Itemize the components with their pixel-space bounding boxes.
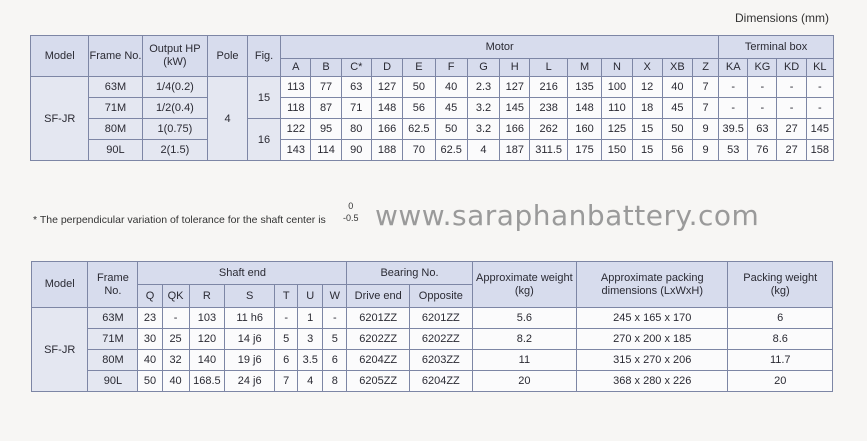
motor-value-cell: 125 — [602, 119, 632, 140]
motor-value-cell: 40 — [435, 77, 467, 98]
shaft-value-cell: 3 — [298, 329, 323, 350]
output-cell: 1/4(0.2) — [142, 77, 208, 98]
packing-dims-cell: 315 x 270 x 206 — [577, 350, 728, 371]
motor-value-cell: 71 — [341, 98, 371, 119]
shaft-col-header: R — [189, 285, 225, 308]
shaft-col-header: QK — [162, 285, 189, 308]
motor-value-cell: 15 — [632, 119, 662, 140]
t2-frame-cell: 90L — [88, 371, 138, 392]
bearing-value-cell: 6202ZZ — [410, 329, 473, 350]
weight-header: Approximate weight (kg) — [472, 262, 576, 308]
shaft-value-cell: 6 — [275, 350, 298, 371]
motor-value-cell: 127 — [371, 77, 402, 98]
terminal-value-cell: 53 — [719, 140, 748, 161]
shaft-value-cell: 14 j6 — [225, 329, 275, 350]
motor-value-cell: 62.5 — [403, 119, 435, 140]
motor-value-cell: 3.2 — [467, 119, 499, 140]
motor-dimensions-table — [30, 35, 834, 161]
t2-model-header: Model — [32, 262, 88, 308]
motor-value-cell: 160 — [567, 119, 601, 140]
terminal-value-cell: 39.5 — [719, 119, 748, 140]
motor-col-header: XB — [662, 59, 692, 77]
shaft-end-header: Shaft end — [138, 262, 347, 285]
packing-weight-cell: 6 — [728, 308, 833, 329]
output-cell: 1(0.75) — [142, 119, 208, 140]
terminal-value-cell: 145 — [806, 119, 833, 140]
motor-value-cell: 50 — [662, 119, 692, 140]
packing-dims-header: Approximate packing dimensions (LxWxH) — [577, 262, 728, 308]
shaft-value-cell: 5 — [275, 329, 298, 350]
shaft-value-cell: 8 — [323, 371, 347, 392]
table-row — [32, 350, 833, 371]
motor-col-header: N — [602, 59, 632, 77]
weight-cell: 5.6 — [472, 308, 576, 329]
motor-value-cell: 45 — [662, 98, 692, 119]
tolerance-lower: -0.5 — [343, 213, 359, 223]
motor-value-cell: 2.3 — [467, 77, 499, 98]
motor-col-header: G — [467, 59, 499, 77]
terminal-value-cell: 63 — [748, 119, 777, 140]
shaft-col-header: W — [323, 285, 347, 308]
t2-frame-header: Frame No. — [88, 262, 138, 308]
motor-value-cell: 45 — [435, 98, 467, 119]
motor-value-cell: 9 — [693, 119, 719, 140]
terminal-box-header: Terminal box — [719, 36, 834, 59]
motor-value-cell: 56 — [662, 140, 692, 161]
motor-value-cell: 113 — [281, 77, 311, 98]
weight-cell: 20 — [472, 371, 576, 392]
shaft-value-cell: - — [162, 308, 189, 329]
bearing-value-cell: 6204ZZ — [347, 350, 410, 371]
shaft-value-cell: 50 — [138, 371, 162, 392]
packing-dims-cell: 270 x 200 x 185 — [577, 329, 728, 350]
watermark: www.saraphanbattery.com — [375, 199, 760, 232]
terminal-value-cell: - — [748, 98, 777, 119]
motor-value-cell: 127 — [500, 77, 530, 98]
shaft-value-cell: 40 — [162, 371, 189, 392]
motor-value-cell: 40 — [662, 77, 692, 98]
shaft-value-cell: 19 j6 — [225, 350, 275, 371]
tolerance-note: * The perpendicular variation of tolerance for the shaft center is — [33, 214, 326, 226]
weight-cell: 8.2 — [472, 329, 576, 350]
table-row — [32, 371, 833, 392]
motor-value-cell: 148 — [371, 98, 402, 119]
weight-cell: 11 — [472, 350, 576, 371]
motor-value-cell: 50 — [403, 77, 435, 98]
motor-value-cell: 77 — [311, 77, 341, 98]
table-row — [32, 308, 833, 329]
packing-weight-cell: 8.6 — [728, 329, 833, 350]
bearing-value-cell: 6205ZZ — [347, 371, 410, 392]
terminal-col-header: KL — [806, 59, 833, 77]
shaft-value-cell: 4 — [298, 371, 323, 392]
terminal-col-header: KG — [748, 59, 777, 77]
shaft-value-cell: 25 — [162, 329, 189, 350]
frame-header: Frame No. — [89, 36, 142, 77]
bearing-col-header: Drive end — [347, 285, 410, 308]
packing-weight-header: Packing weight (kg) — [728, 262, 833, 308]
terminal-col-header: KD — [777, 59, 806, 77]
fig-cell: 15 — [247, 77, 280, 119]
motor-col-header: F — [435, 59, 467, 77]
shaft-value-cell: 40 — [138, 350, 162, 371]
shaft-value-cell: 6 — [323, 350, 347, 371]
motor-value-cell: 216 — [530, 77, 568, 98]
shaft-col-header: T — [275, 285, 298, 308]
motor-col-header: C* — [341, 59, 371, 77]
terminal-value-cell: 27 — [777, 140, 806, 161]
shaft-value-cell: 32 — [162, 350, 189, 371]
shaft-value-cell: 23 — [138, 308, 162, 329]
motor-value-cell: 50 — [435, 119, 467, 140]
table-row — [31, 140, 834, 161]
packing-dims-cell: 245 x 165 x 170 — [577, 308, 728, 329]
terminal-value-cell: - — [777, 77, 806, 98]
frame-cell: 90L — [89, 140, 142, 161]
dimensions-label: Dimensions (mm) — [734, 11, 829, 25]
t2-frame-cell: 63M — [88, 308, 138, 329]
model-cell: SF-JR — [31, 77, 89, 161]
terminal-value-cell: 76 — [748, 140, 777, 161]
t2-frame-cell: 80M — [88, 350, 138, 371]
output-header: Output HP (kW) — [142, 36, 208, 77]
terminal-value-cell: 158 — [806, 140, 833, 161]
motor-col-header: H — [500, 59, 530, 77]
shaft-col-header: S — [225, 285, 275, 308]
pole-header: Pole — [208, 36, 248, 77]
bearing-value-cell: 6201ZZ — [347, 308, 410, 329]
packing-weight-cell: 11.7 — [728, 350, 833, 371]
motor-col-header: Z — [693, 59, 719, 77]
motor-value-cell: 118 — [281, 98, 311, 119]
bearing-value-cell: 6201ZZ — [410, 308, 473, 329]
motor-col-header: B — [311, 59, 341, 77]
frame-cell: 63M — [89, 77, 142, 98]
frame-cell: 71M — [89, 98, 142, 119]
terminal-value-cell: - — [777, 98, 806, 119]
motor-value-cell: 62.5 — [435, 140, 467, 161]
tolerance-value — [343, 200, 359, 224]
motor-value-cell: 238 — [530, 98, 568, 119]
shaft-value-cell: 140 — [189, 350, 225, 371]
table-row — [32, 329, 833, 350]
motor-value-cell: 70 — [403, 140, 435, 161]
table-row — [31, 77, 834, 98]
motor-col-header: E — [403, 59, 435, 77]
shaft-bearing-table — [31, 261, 833, 392]
motor-value-cell: 95 — [311, 119, 341, 140]
fig-header: Fig. — [247, 36, 280, 77]
shaft-value-cell: 120 — [189, 329, 225, 350]
shaft-value-cell: - — [275, 308, 298, 329]
bearing-value-cell: 6203ZZ — [410, 350, 473, 371]
pole-cell: 4 — [208, 77, 248, 161]
shaft-value-cell: 11 h6 — [225, 308, 275, 329]
terminal-value-cell: - — [806, 77, 833, 98]
motor-value-cell: 90 — [341, 140, 371, 161]
terminal-col-header: KA — [719, 59, 748, 77]
shaft-value-cell: 168.5 — [189, 371, 225, 392]
shaft-col-header: Q — [138, 285, 162, 308]
terminal-value-cell: - — [748, 77, 777, 98]
terminal-value-cell: - — [719, 98, 748, 119]
model-header: Model — [31, 36, 89, 77]
tolerance-upper: 0 — [348, 201, 354, 211]
shaft-value-cell: 24 j6 — [225, 371, 275, 392]
motor-value-cell: 110 — [602, 98, 632, 119]
output-cell: 1/2(0.4) — [142, 98, 208, 119]
motor-value-cell: 4 — [467, 140, 499, 161]
motor-value-cell: 114 — [311, 140, 341, 161]
motor-value-cell: 122 — [281, 119, 311, 140]
bearing-header: Bearing No. — [347, 262, 472, 285]
shaft-col-header: U — [298, 285, 323, 308]
fig-cell: 16 — [247, 119, 280, 161]
terminal-value-cell: 27 — [777, 119, 806, 140]
motor-value-cell: 3.2 — [467, 98, 499, 119]
motor-col-header: A — [281, 59, 311, 77]
bearing-value-cell: 6202ZZ — [347, 329, 410, 350]
motor-value-cell: 7 — [693, 77, 719, 98]
motor-value-cell: 175 — [567, 140, 601, 161]
motor-value-cell: 166 — [371, 119, 402, 140]
motor-value-cell: 187 — [500, 140, 530, 161]
packing-weight-cell: 20 — [728, 371, 833, 392]
shaft-value-cell: 3.5 — [298, 350, 323, 371]
motor-value-cell: 262 — [530, 119, 568, 140]
packing-dims-cell: 368 x 280 x 226 — [577, 371, 728, 392]
motor-value-cell: 148 — [567, 98, 601, 119]
motor-value-cell: 7 — [693, 98, 719, 119]
motor-value-cell: 100 — [602, 77, 632, 98]
motor-col-header: M — [567, 59, 601, 77]
shaft-value-cell: - — [323, 308, 347, 329]
motor-value-cell: 80 — [341, 119, 371, 140]
terminal-value-cell: - — [806, 98, 833, 119]
motor-col-header: L — [530, 59, 568, 77]
motor-col-header: D — [371, 59, 402, 77]
motor-value-cell: 18 — [632, 98, 662, 119]
motor-value-cell: 9 — [693, 140, 719, 161]
shaft-value-cell: 5 — [323, 329, 347, 350]
t2-model-cell: SF-JR — [32, 308, 88, 392]
t2-frame-cell: 71M — [88, 329, 138, 350]
shaft-value-cell: 7 — [275, 371, 298, 392]
motor-header: Motor — [281, 36, 719, 59]
motor-value-cell: 63 — [341, 77, 371, 98]
table-row — [31, 98, 834, 119]
shaft-value-cell: 103 — [189, 308, 225, 329]
motor-value-cell: 166 — [500, 119, 530, 140]
motor-value-cell: 12 — [632, 77, 662, 98]
motor-value-cell: 150 — [602, 140, 632, 161]
output-cell: 2(1.5) — [142, 140, 208, 161]
motor-value-cell: 188 — [371, 140, 402, 161]
shaft-value-cell: 30 — [138, 329, 162, 350]
motor-col-header: X — [632, 59, 662, 77]
frame-cell: 80M — [89, 119, 142, 140]
motor-value-cell: 56 — [403, 98, 435, 119]
motor-value-cell: 87 — [311, 98, 341, 119]
motor-value-cell: 143 — [281, 140, 311, 161]
motor-value-cell: 311.5 — [530, 140, 568, 161]
motor-value-cell: 135 — [567, 77, 601, 98]
terminal-value-cell: - — [719, 77, 748, 98]
bearing-value-cell: 6204ZZ — [410, 371, 473, 392]
shaft-value-cell: 1 — [298, 308, 323, 329]
motor-value-cell: 15 — [632, 140, 662, 161]
bearing-col-header: Opposite — [410, 285, 473, 308]
motor-value-cell: 145 — [500, 98, 530, 119]
table-row — [31, 119, 834, 140]
